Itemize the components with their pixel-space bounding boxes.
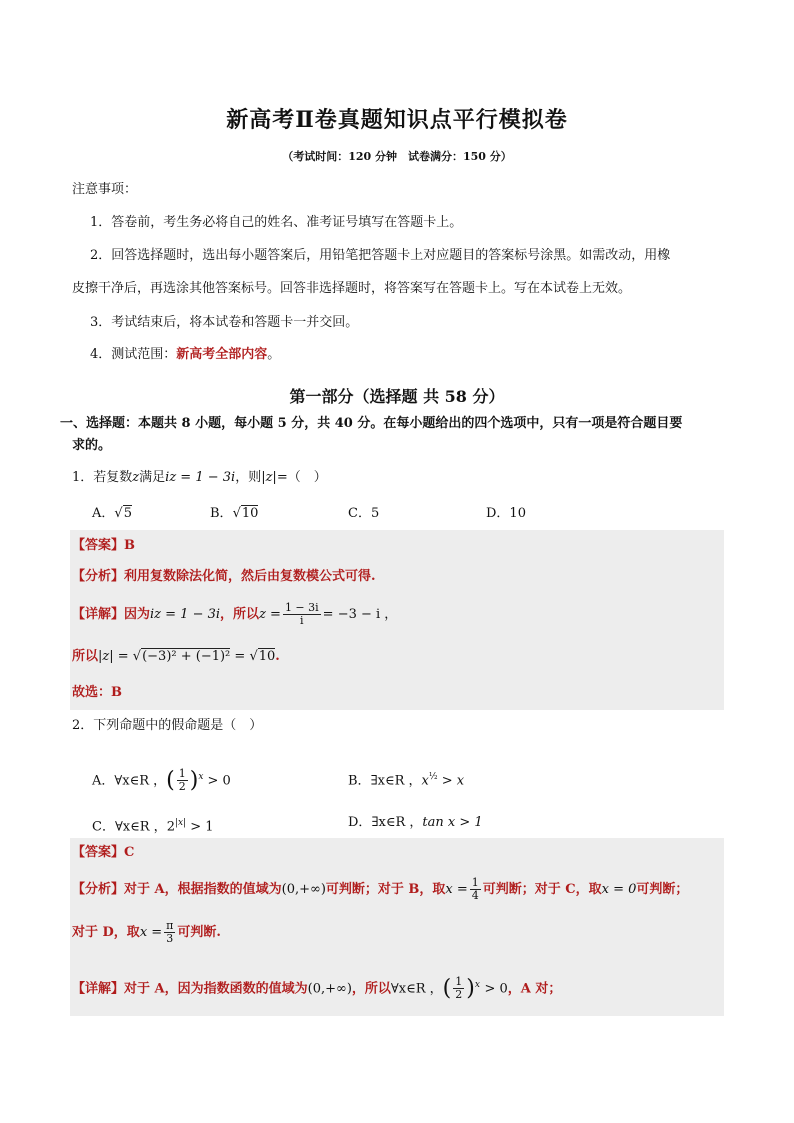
q2-analysis-x: x = (445, 882, 468, 897)
q2-option-a-fraction (177, 768, 188, 793)
q1-choice: 故选：B (72, 685, 122, 700)
q2-detail-range: (0,+∞) (307, 981, 352, 997)
q2-option-b (348, 766, 464, 792)
q2-detail-line-1: 【详解】对于 A，因为指数函数的值域为(0,+∞)，所以∀x∈R ，( $\frac{1}{2}$ )$^x$ > 0，A 对； (72, 975, 562, 1002)
q2-analysis-fraction (470, 877, 481, 902)
q1-option-a: A．√5 (92, 506, 132, 521)
q2-option-d (348, 815, 483, 831)
q1-var-z: z (132, 470, 140, 485)
q1-detail-c: = −3 − i ， (322, 607, 398, 622)
q2-option-a-quantifier: ∀x∈R ， (114, 773, 167, 789)
q2-analysis2-a: 对于 D，取 (72, 925, 140, 940)
notes-item-1: 1．答卷前，考生务必将自己的姓名、准考证号填写在答题卡上。 (90, 215, 463, 230)
q1-option-b-label: B． (210, 506, 233, 521)
q2-analysis-denominator: 4 (471, 889, 479, 902)
q1-option-a-label: A． (92, 506, 115, 521)
q2-option-d-label: D． (348, 815, 372, 830)
q2-analysis-line-2 (72, 918, 221, 948)
q2-detail-denominator: 2 (455, 988, 463, 1002)
exam-subtitle: （考试时间：120 分钟 试卷满分：150 分） (282, 150, 512, 163)
q1-detail2-a: 所以 (72, 649, 99, 664)
q2-option-a-exponent: x (198, 772, 204, 782)
q2-analysis-x0: x = 0 (601, 882, 637, 897)
q2-option-c-tail: > 1 (190, 819, 214, 835)
q2-analysis-numerator: 1 (471, 876, 479, 889)
q1-answer: 【答案】B (72, 538, 135, 553)
q1-detail2-end: . (275, 649, 280, 664)
q2-detail-c: ，A 对； (507, 981, 562, 997)
q2-option-b-base: x (421, 773, 429, 789)
notes-item-4-prefix: 4．测试范围： (90, 347, 177, 362)
q1-stem-b: 满足 (139, 470, 166, 485)
q2-detail-fraction (453, 976, 464, 1001)
q1-stem (72, 470, 327, 486)
q1-detail2-result: 10 (258, 649, 276, 664)
q1-detail2-equals: = (234, 649, 246, 664)
q2-option-c-label: C． (92, 819, 115, 835)
section-instruction-line-2: 求的。 (72, 438, 112, 453)
section-instruction-line-1: 一、选择题：本题共 8 小题，每小题 5 分，共 40 分。在每小题给出的四个选项中，只有一项是符合题目要 (60, 416, 683, 431)
q2-option-c-exponent: |x| (174, 818, 187, 828)
q1-stem-d: =（ ） (276, 470, 327, 485)
q2-analysis-range: (0,+∞) (281, 882, 326, 897)
q2-analysis2-x: x = (139, 925, 163, 940)
q2-option-a: A．∀x∈R ，( $\frac{1}{2}$ )$^x$ > 0 (92, 767, 231, 794)
notes-heading: 注意事项： (72, 182, 138, 197)
q2-option-d-quantifier: ∃x∈R ， (371, 815, 423, 830)
q2-option-b-exponent: ½ (428, 772, 438, 782)
q1-detail-numerator: 1 − 3i (284, 601, 319, 614)
q2-detail-numerator: 1 (455, 975, 463, 989)
q2-detail-a: 【详解】对于 A，因为指数函数的值域为 (72, 981, 308, 997)
q2-detail-b: ，所以 (351, 981, 391, 997)
q1-analysis: 【分析】利用复数除法化简，然后由复数模公式可得. (72, 569, 376, 584)
q2-analysis-a: 【分析】对于 A，根据指数的值域为 (72, 882, 282, 897)
q2-analysis2-numerator: π (166, 919, 174, 932)
q2-option-a-denominator: 2 (178, 780, 186, 794)
q1-detail-a: 【详解】因为 (72, 607, 151, 622)
q2-option-a-tail: > 0 (207, 773, 231, 789)
q2-analysis2-fraction (164, 920, 175, 945)
exam-title: 新高考Ⅱ卷真题知识点平行模拟卷 (226, 107, 568, 133)
notes-item-3: 3．考试结束后，将本试卷和答题卡一并交回。 (90, 315, 359, 330)
q1-detail-fraction (283, 602, 321, 627)
q2-analysis-d: 可判断； (636, 882, 689, 897)
q2-option-b-label: B． (348, 773, 371, 789)
q1-detail-line-2: 所以|z| = √(−3)² + (−1)² = √10. (72, 649, 280, 664)
notes-item-4-scope: 新高考全部内容 (176, 347, 268, 362)
q2-analysis-line-1 (72, 875, 688, 905)
q1-abs-z: |z| (261, 470, 277, 485)
q2-detail-tail: > 0 (484, 981, 508, 997)
q2-analysis-c: 可判断；对于 C，取 (482, 882, 602, 897)
q2-option-b-tail: > x (441, 773, 465, 789)
q1-stem-a: 1．若复数 (72, 470, 133, 485)
q1-detail-line-1 (72, 600, 397, 630)
q2-option-c (92, 815, 214, 835)
notes-item-2-line-1: 2．回答选择题时，选出每小题答案后，用铅笔把答题卡上对应题目的答案标号涂黑。如需改动，用橡 (90, 248, 671, 263)
q1-detail-z: z = (259, 607, 281, 622)
q2-option-c-quantifier: ∀x∈R ， (114, 819, 167, 835)
section-title: 第一部分（选择题 共 58 分） (289, 387, 505, 406)
q2-option-c-base: 2 (166, 819, 175, 835)
q1-detail2-radicand: (−3)² + (−1)² (142, 649, 231, 664)
q1-option-d: D．10 (486, 506, 526, 521)
q2-option-b-quantifier: ∃x∈R ， (370, 773, 422, 789)
q1-detail-b: ，所以 (220, 607, 260, 622)
q2-analysis2-b: 可判断. (177, 925, 221, 940)
q1-option-b: B．√10 (210, 506, 259, 521)
q2-answer: 【答案】C (72, 845, 135, 860)
q1-stem-c: ，则 (235, 470, 262, 485)
q2-detail-quantifier: ∀x∈R ， (390, 981, 443, 997)
q2-option-d-tail: tan x > 1 (422, 815, 483, 830)
q1-detail2-abs: |z| = (98, 649, 129, 664)
q2-analysis-b: 可判断；对于 B，取 (325, 882, 446, 897)
q1-equation: iz = 1 − 3i (165, 470, 236, 485)
q2-stem: 2．下列命题中的假命题是（ ） (72, 718, 263, 733)
q1-detail-denominator: i (300, 614, 304, 627)
q1-option-c: C．5 (348, 506, 380, 521)
notes-item-2-line-2: 皮擦干净后，再选涂其他答案标号。回答非选择题时，将答案写在答题卡上。写在本试卷上无效。 (72, 281, 632, 296)
q2-option-a-numerator: 1 (178, 767, 186, 781)
q1-detail-eq: iz = 1 − 3i (150, 607, 221, 622)
notes-item-4-suffix: 。 (267, 347, 281, 362)
q1-option-b-value: 10 (241, 506, 259, 521)
q2-option-a-label: A． (92, 773, 115, 789)
q2-analysis2-denominator: 3 (166, 932, 174, 945)
notes-item-4 (90, 347, 280, 363)
q1-option-a-value: 5 (123, 506, 132, 521)
q2-detail-exponent: x (474, 980, 480, 990)
